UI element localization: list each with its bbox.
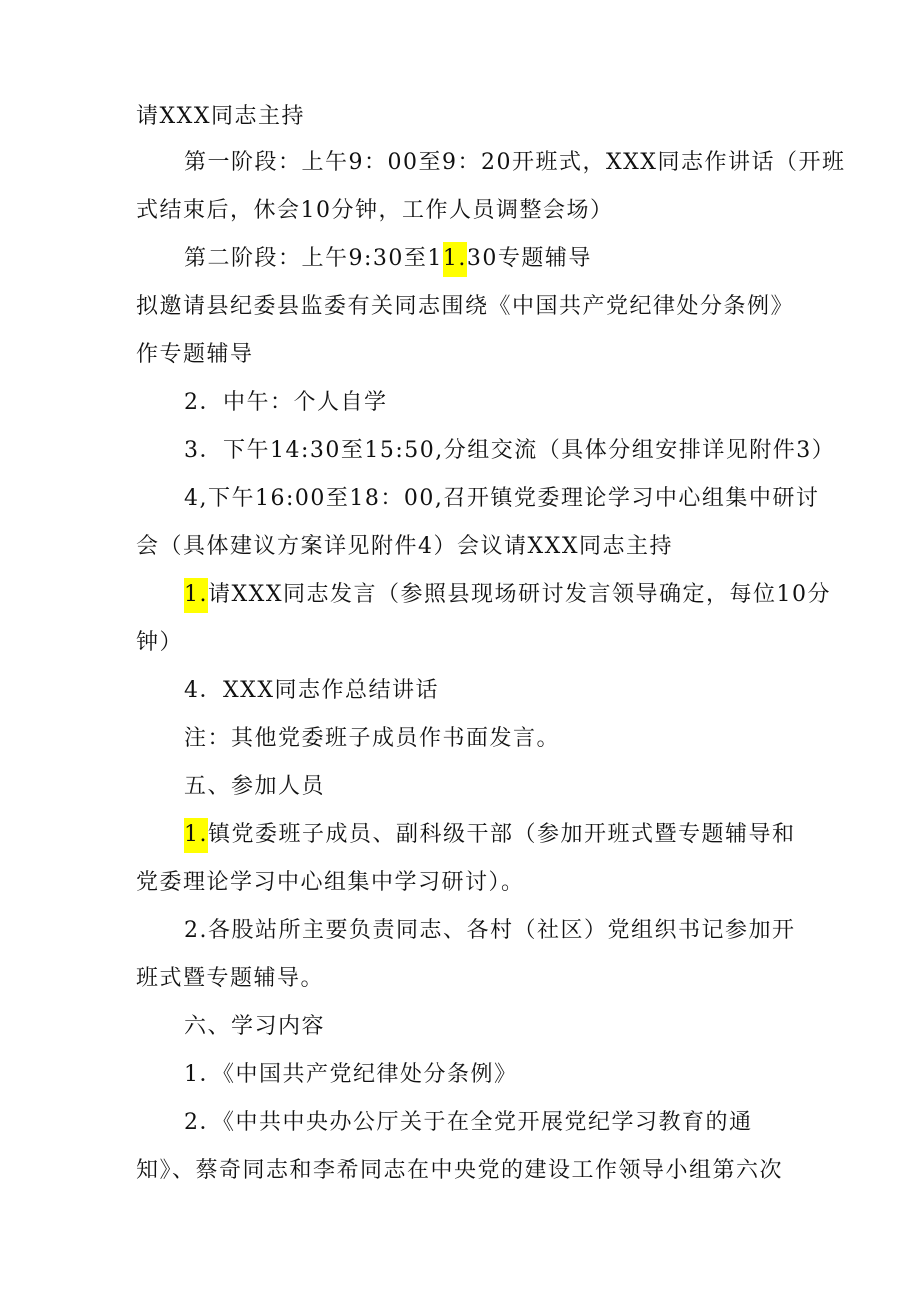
text-segment: 30专题辅导	[466, 246, 592, 271]
paragraph-line: 党委理论学习中心组集中学习研讨）。	[136, 870, 525, 895]
section-heading: 五、参加人员	[184, 774, 326, 799]
highlight-mark: 1.	[184, 818, 208, 853]
highlight-mark: 1.	[184, 578, 208, 613]
paragraph-line: 注：其他党委班子成员作书面发言。	[184, 726, 561, 751]
paragraph-line: 会（具体建议方案详见附件4）会议请XXX同志主持	[136, 534, 673, 559]
paragraph-line: 2．中午：个人自学	[184, 390, 388, 415]
paragraph-line-highlighted	[184, 580, 831, 610]
paragraph-line: 作专题辅导	[136, 342, 254, 367]
paragraph-line: 4,下午16:00至18：00,召开镇党委理论学习中心组集中研讨	[184, 486, 820, 511]
paragraph-line: 2．《中共中央办公厅关于在全党开展党纪学习教育的通	[184, 1110, 753, 1135]
paragraph-line-highlighted	[184, 244, 592, 274]
paragraph-line: 3．下午14:30至15:50,分组交流（具体分组安排详见附件3）	[184, 438, 836, 463]
paragraph-line: 1．《中国共产党纪律处分条例》	[184, 1062, 518, 1087]
text-segment: 请XXX同志发言（参照县现场研讨发言领导确定，每位10分	[208, 582, 831, 607]
paragraph-line: 钟）	[136, 630, 184, 655]
paragraph-line: 4．XXX同志作总结讲话	[184, 678, 439, 703]
paragraph-line: 2.各股站所主要负责同志、各村（社区）党组织书记参加开	[184, 918, 796, 943]
paragraph-line: 第一阶段：上午9：00至9：20开班式，XXX同志作讲话（开班	[184, 150, 846, 175]
text-segment: 镇党委班子成员、副科级干部（参加开班式暨专题辅导和	[208, 822, 796, 847]
text-segment: 第二阶段：上午9:30至1	[184, 246, 443, 271]
highlight-mark: 1.	[443, 242, 467, 277]
paragraph-line: 拟邀请县纪委县监委有关同志围绕《中国共产党纪律处分条例》	[136, 294, 795, 319]
paragraph-line: 知》、蔡奇同志和李希同志在中央党的建设工作领导小组第六次	[136, 1158, 784, 1183]
paragraph-line-highlighted	[184, 820, 796, 850]
paragraph-line: 请XXX同志主持	[136, 104, 305, 129]
section-heading: 六、学习内容	[184, 1014, 326, 1039]
paragraph-line: 班式暨专题辅导。	[136, 966, 325, 991]
paragraph-line: 式结束后，休会10分钟，工作人员调整会场）	[136, 198, 614, 223]
